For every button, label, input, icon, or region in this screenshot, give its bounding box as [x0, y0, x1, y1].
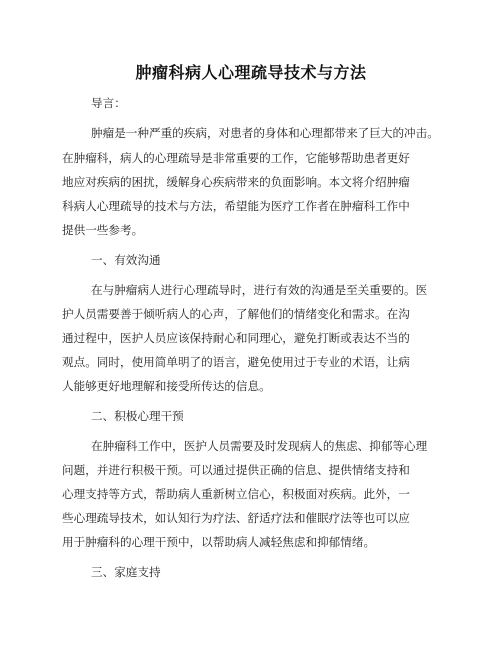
paragraph-line: 在肿瘤科，病人的心理疏导是非常重要的工作，它能够帮助患者更好	[62, 151, 410, 165]
paragraph-line: 人能够更好地理解和接受所传达的信息。	[62, 379, 271, 393]
paragraph-line: 提供一些参考。	[62, 223, 144, 237]
paragraph-line: 在与肿瘤病人进行心理疏导时，进行有效的沟通是至关重要的。医	[91, 283, 428, 297]
section-heading: 二、积极心理干预	[91, 409, 184, 423]
section-heading: 一、有效沟通	[91, 253, 161, 267]
paragraph-line: 问题，并进行积极干预。可以通过提供正确的信息、提供情绪支持和	[62, 463, 410, 477]
paragraph-line: 地应对疾病的困扰，缓解身心疾病带来的负面影响。本文将介绍肿瘤	[62, 175, 410, 189]
paragraph-line: 肿瘤是一种严重的疾病，对患者的身体和心理都带来了巨大的冲击。	[91, 126, 439, 140]
paragraph-line: 护人员需要善于倾听病人的心声，了解他们的情绪变化和需求。在沟	[62, 307, 410, 321]
section-heading: 三、家庭支持	[91, 565, 161, 579]
paragraph-line: 些心理疏导技术，如认知行为疗法、舒适疗法和催眠疗法等也可以应	[62, 511, 410, 525]
intro-heading: 导言：	[91, 96, 126, 110]
paragraph-line: 通过程中，医护人员应该保持耐心和同理心，避免打断或表达不当的	[62, 331, 410, 345]
paragraph-line: 用于肿瘤科的心理干预中，以帮助病人减轻焦虑和抑郁情绪。	[62, 535, 376, 549]
paragraph-line: 观点。同时，使用简单明了的语言，避免使用过于专业的术语，让病	[62, 355, 410, 369]
paragraph-line: 在肿瘤科工作中，医护人员需要及时发现病人的焦虑、抑郁等心理	[91, 439, 428, 453]
paragraph-line: 科病人心理疏导的技术与方法，希望能为医疗工作者在肿瘤科工作中	[62, 199, 410, 213]
document-title: 肿瘤科病人心理疏导技术与方法	[135, 63, 367, 82]
paragraph-line: 心理支持等方式，帮助病人重新树立信心，积极面对疾病。此外，一	[62, 487, 410, 501]
